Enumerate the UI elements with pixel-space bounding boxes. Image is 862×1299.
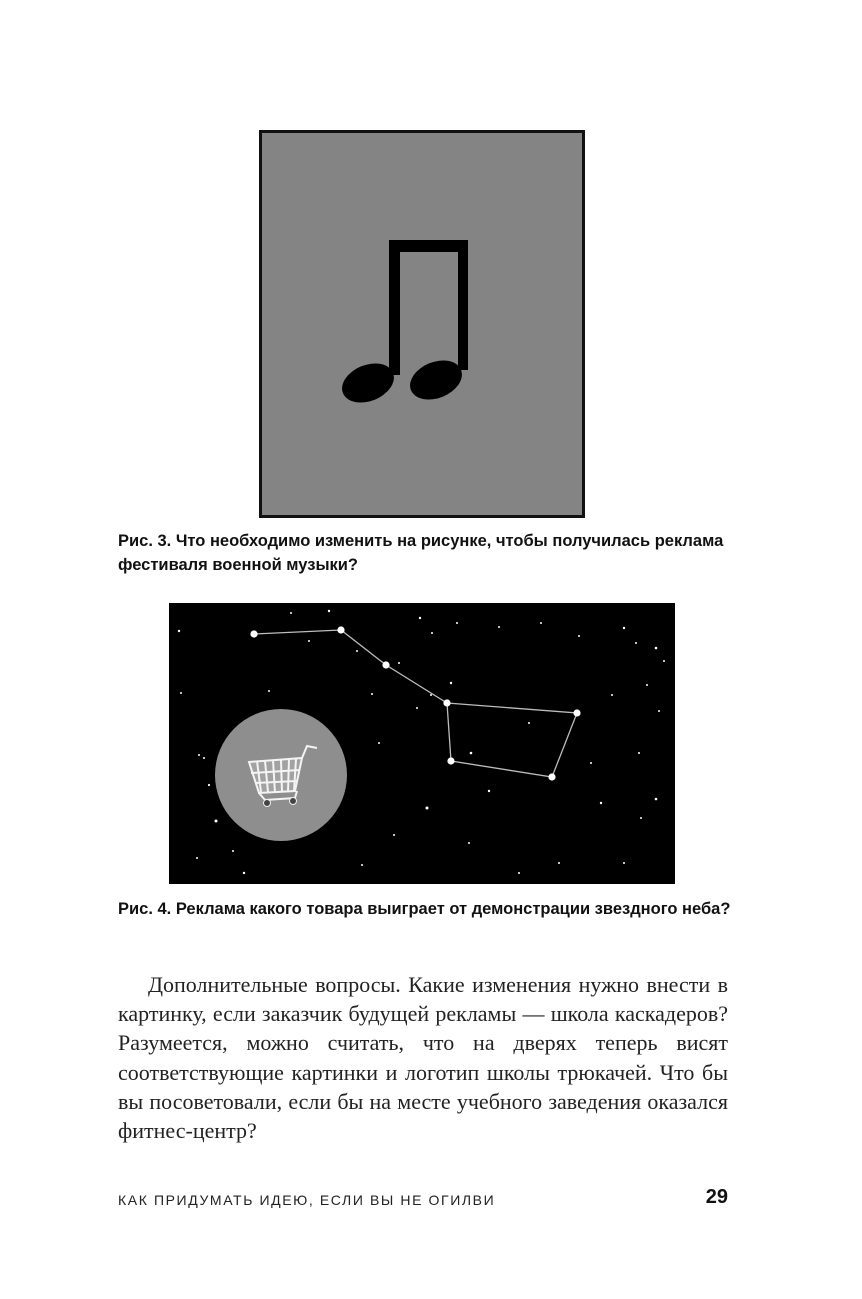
figure-4-constellation-image xyxy=(169,603,675,884)
page-number: 29 xyxy=(705,1186,728,1208)
body-paragraph: Дополнительные вопросы. Какие изменения нужно внести в картинку, если заказчик будущей рекламы — школа каскадеров? Разумеется, можно считать, что на дверях теперь висят соответствующие картинки и логотип школы трюкачей. Что бы вы посоветовали, если бы на месте учебного заведения оказался фитнес-центр? xyxy=(118,972,728,1144)
running-footer-book-title: КАК ПРИДУМАТЬ ИДЕЮ, ЕСЛИ ВЫ НЕ ОГИЛВИ xyxy=(118,1192,496,1208)
shopping-cart-badge xyxy=(215,709,347,841)
figure-4-caption: Рис. 4. Реклама какого товара выиграет от демонстрации звездного неба? xyxy=(118,900,731,918)
music-note-icon xyxy=(262,133,582,515)
big-dipper-constellation xyxy=(169,603,675,884)
figure-3-caption: Рис. 3. Что необходимо изменить на рисунке, чтобы получилась реклама фестиваля военной музыки? xyxy=(118,532,724,574)
figure-3-music-note-image xyxy=(259,130,585,518)
